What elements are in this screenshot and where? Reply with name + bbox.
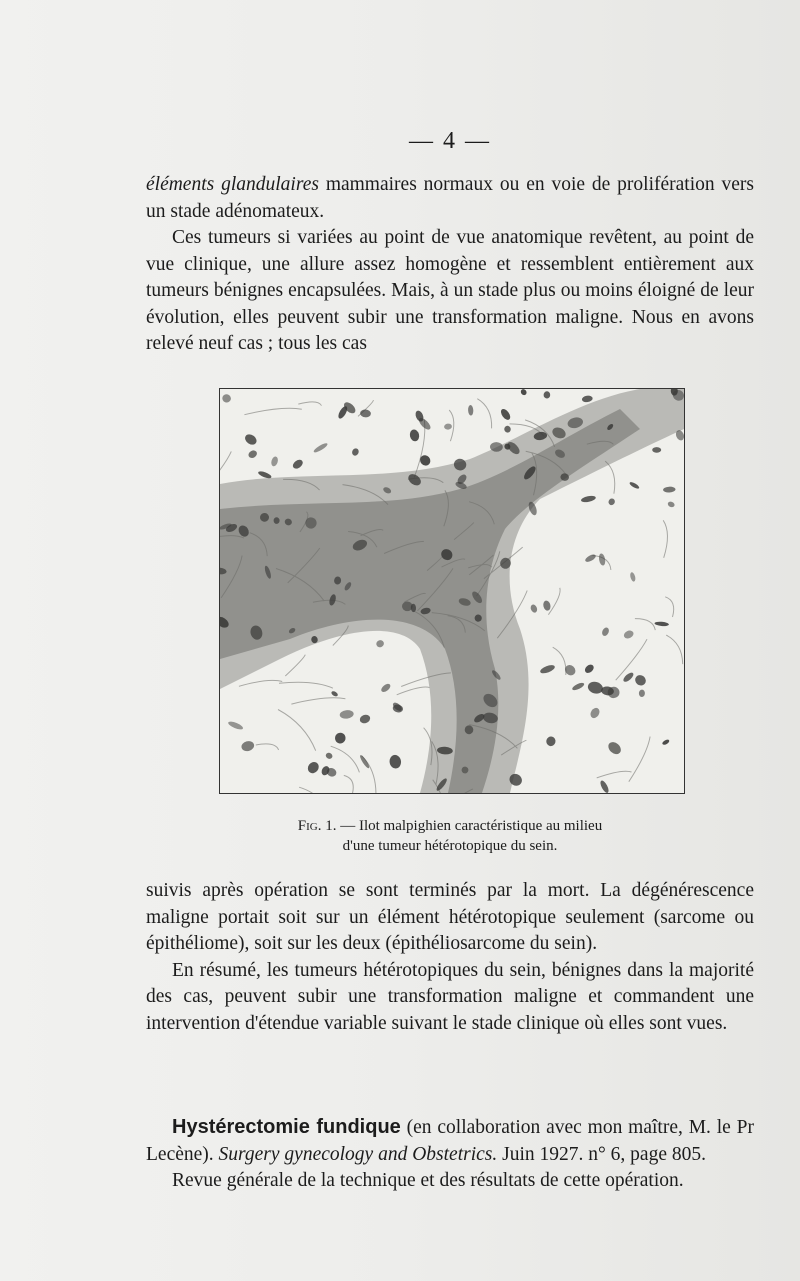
publication-authors: (en collaboration avec mon maître, M. le Pr Lecène). — [146, 1117, 755, 1165]
paragraph-text: mammaires normaux ou en voie de prolifération vers un stade adénomateux. — [146, 174, 754, 222]
paragraph-continuation — [146, 172, 754, 225]
top-text-block — [146, 172, 754, 358]
publication-citation — [146, 1114, 754, 1168]
figure-caption-line-2: d'une tumeur hétérotopique du sein. — [342, 838, 558, 854]
caption-text: — Ilot malpighien caractéristique au milieu — [336, 818, 603, 834]
figure-label: Fig. 1. — [297, 818, 337, 834]
bottom-text-block — [146, 878, 754, 1037]
cell-nucleus — [402, 602, 413, 612]
publication-title: Hystérectomie fundique — [172, 1116, 401, 1138]
journal-name: Surgery gynecology and Obstetrics. — [218, 1143, 498, 1165]
histology-illustration — [220, 389, 684, 793]
publication-details: Juin 1927. n° 6, page 805. — [497, 1143, 706, 1165]
publication-entry — [146, 1114, 754, 1195]
italic-phrase: éléments glandulaires — [146, 174, 319, 195]
paragraph-suivis: suivis après opération se sont terminés par la mort. La dégénérescence maligne portait soit sur un élément hétérotopique seulement (sarcome ou épithéliome), soit sur les deux (épithéliosarcome du sein). — [146, 880, 754, 954]
publication-summary: Revue générale de la technique et des résultats de cette opération. — [172, 1170, 684, 1191]
figure-caption-line-1 — [200, 816, 700, 836]
paragraph-tumeurs: Ces tumeurs si variées au point de vue anatomique revêtent, au point de vue clinique, une allure assez homogène et ressemblent entièrement aux tumeurs bénignes encapsulées. Mais, à un stade plus ou moins éloigné de leur évolution, elles peuvent subir une transformation maligne. Nous en avons relevé neuf cas ; tous les cas — [146, 227, 754, 354]
page-number: — 4 — — [409, 128, 491, 154]
paragraph-resume: En résumé, les tumeurs hétérotopiques du sein, bénignes dans la majorité des cas, peuvent subir une transformation maligne et commandent une intervention d'étendue variable suivant le stade clinique où elles sont vues. — [146, 959, 754, 1034]
histology-figure — [219, 388, 685, 794]
